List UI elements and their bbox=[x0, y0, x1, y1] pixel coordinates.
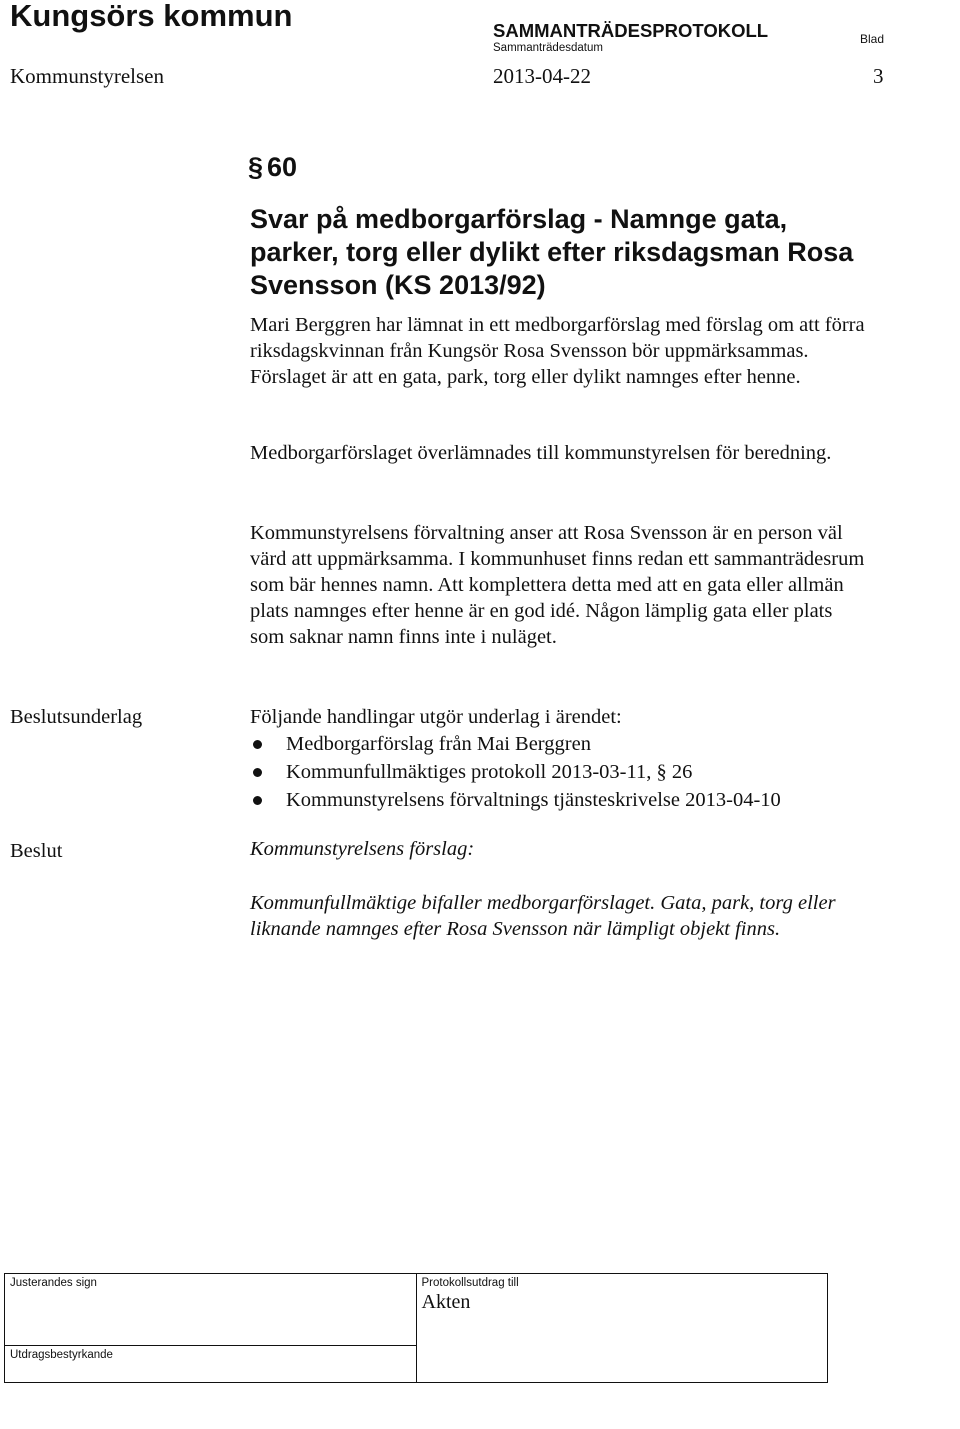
decision-heading: Kommunstyrelsens förslag: bbox=[250, 838, 475, 860]
basis-list bbox=[250, 730, 781, 814]
protokollsutdrag-value: Akten bbox=[421, 1291, 471, 1313]
utdragsbestyrkande-label: Utdragsbestyrkande bbox=[10, 1349, 113, 1361]
list-item-text: Medborgarförslag från Mai Berggren bbox=[286, 733, 591, 755]
body-paragraph: Kommunstyrelsens förvaltning anser att Rosa Svensson är en person väl värd att uppmärksamma. I kommunhuset finns redan ett sammanträdesrum som bär hennes namn. Att komplettera detta med att en gata eller allmän plats namnges efter henne är en god idé. Någon lämplig gata eller plats som saknar namn finns inte i nuläget. bbox=[250, 522, 865, 648]
bullet-icon bbox=[253, 740, 262, 749]
body-name: Kommunstyrelsen bbox=[10, 64, 164, 88]
body-paragraph: Mari Berggren har lämnat in ett medborgarförslag med förslag om att förra riksdagskvinnan från Kungsör Rosa Svensson bör uppmärksammas. Förslaget är att en gata, park, torg eller dylikt namnges efter henne. bbox=[250, 314, 865, 388]
meeting-date-label: Sammanträdesdatum bbox=[493, 42, 603, 54]
paragraph-number-value: 60 bbox=[267, 152, 298, 182]
decision-label: Beslut bbox=[10, 840, 63, 862]
basis-label: Beslutsunderlag bbox=[10, 706, 143, 728]
page-number: 3 bbox=[873, 64, 884, 88]
decision-text: Kommunfullmäktige bifaller medborgarförslaget. Gata, park, torg eller liknande namnges efter Rosa Svensson när lämpligt objekt finns. bbox=[250, 892, 836, 940]
meeting-date: 2013-04-22 bbox=[493, 64, 591, 88]
protokollsutdrag-cell bbox=[416, 1274, 828, 1383]
signature-table bbox=[4, 1273, 828, 1383]
item-title: Svar på medborgarförslag - Namnge gata, parker, torg eller dylikt efter riksdagsman Rosa Svensson (KS 2013/92) bbox=[250, 204, 854, 300]
list-item-text: Kommunfullmäktiges protokoll 2013-03-11, § 26 bbox=[286, 761, 693, 783]
paragraph-symbol: § bbox=[248, 152, 264, 182]
list-item bbox=[250, 758, 781, 786]
document-type: SAMMANTRÄDESPROTOKOLL bbox=[493, 20, 769, 41]
list-item bbox=[250, 786, 781, 814]
organization-name: Kungsörs kommun bbox=[10, 0, 293, 33]
body-paragraph: Medborgarförslaget överlämnades till kommunstyrelsen för beredning. bbox=[250, 442, 832, 464]
bullet-icon bbox=[253, 768, 262, 777]
paragraph-number bbox=[248, 152, 297, 183]
protokollsutdrag-label: Protokollsutdrag till bbox=[421, 1277, 519, 1289]
justerandes-sign-label: Justerandes sign bbox=[10, 1277, 97, 1289]
bullet-icon bbox=[253, 796, 262, 805]
page-label: Blad bbox=[860, 32, 885, 46]
list-item bbox=[250, 730, 781, 758]
list-item-text: Kommunstyrelsens förvaltnings tjänsteskrivelse 2013-04-10 bbox=[286, 789, 781, 811]
basis-intro: Följande handlingar utgör underlag i ärendet: bbox=[250, 706, 622, 728]
utdragsbestyrkande-cell bbox=[5, 1346, 417, 1383]
justerandes-sign-cell bbox=[5, 1274, 417, 1346]
